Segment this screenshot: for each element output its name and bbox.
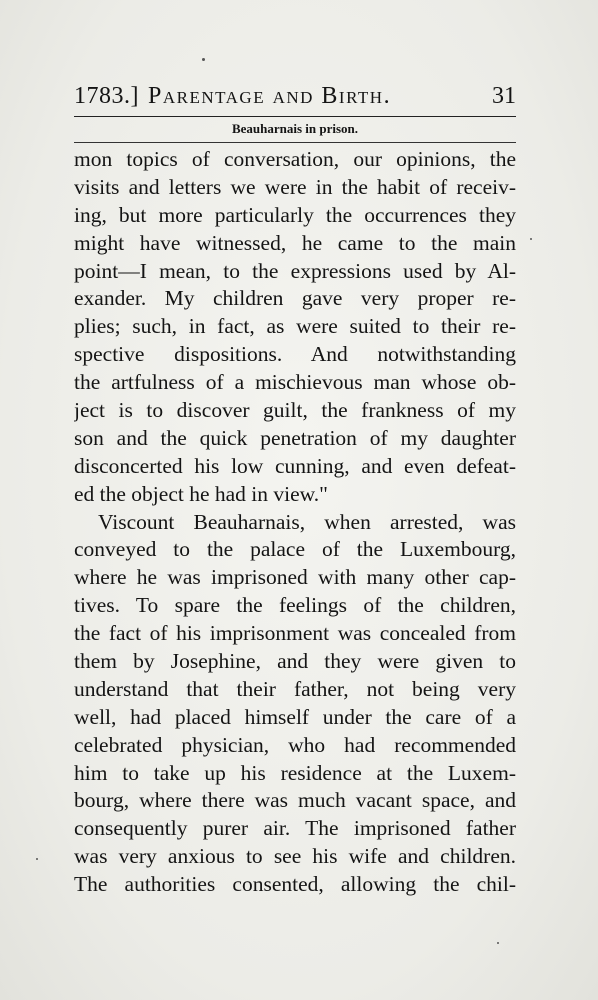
paper-speck	[36, 858, 38, 860]
text-line: ject is to discover guilt, the frankness of my	[74, 398, 516, 423]
text-line: understand that their father, not being very	[74, 676, 516, 701]
text-line: conveyed to the palace of the Luxembourg,	[74, 537, 516, 562]
text-line: son and the quick penetration of my daughter	[74, 425, 516, 450]
text-line: The authorities consented, allowing the chil-	[74, 872, 516, 897]
body-text	[74, 146, 516, 899]
page-number: 31	[492, 83, 516, 109]
running-head	[74, 80, 516, 112]
paper-speck	[530, 238, 532, 240]
paper-speck	[497, 942, 499, 944]
text-line: visits and letters we were in the habit of receiv-	[74, 174, 516, 199]
text-line: might have witnessed, he came to the main	[74, 230, 516, 255]
text-line: where he was imprisoned with many other cap-	[74, 565, 516, 590]
text-line: the fact of his imprisonment was concealed from	[74, 621, 516, 646]
text-line: him to take up his residence at the Luxem-	[74, 760, 516, 785]
text-line: ing, but more particularly the occurrences they	[74, 202, 516, 227]
text-line: the artfulness of a mischievous man whose ob-	[74, 370, 516, 395]
section-subheading: Beauharnais in prison.	[231, 121, 359, 136]
text-line: was very anxious to see his wife and children.	[74, 844, 516, 869]
text-line: exander. My children gave very proper re-	[74, 286, 516, 311]
text-line: celebrated physician, who had recommended	[74, 732, 516, 757]
text-line: ed the object he had in view."	[74, 481, 328, 506]
paper-speck	[202, 58, 205, 61]
text-line: disconcerted his low cunning, and even defeat-	[74, 453, 516, 478]
header-rule	[74, 116, 516, 117]
text-line: bourg, where there was much vacant space, and	[74, 788, 516, 813]
paragraph-first-line: Viscount Beauharnais, when arrested, was	[98, 509, 516, 534]
text-line: tives. To spare the feelings of the children,	[74, 593, 516, 618]
text-line: consequently purer air. The imprisoned father	[74, 816, 516, 841]
text-line: plies; such, in fact, as were suited to their re-	[74, 314, 516, 339]
text-line: mon topics of conversation, our opinions, the	[74, 147, 516, 171]
text-line: them by Josephine, and they were given to	[74, 649, 516, 674]
subheading-rule	[74, 142, 516, 143]
text-line: point—I mean, to the expressions used by Al-	[74, 258, 516, 283]
running-head-year: 1783.]	[74, 83, 139, 109]
running-head-title: Parentage and Birth.	[148, 83, 392, 109]
text-line: well, had placed himself under the care of a	[74, 704, 516, 729]
text-line: spective dispositions. And notwithstanding	[74, 342, 516, 367]
